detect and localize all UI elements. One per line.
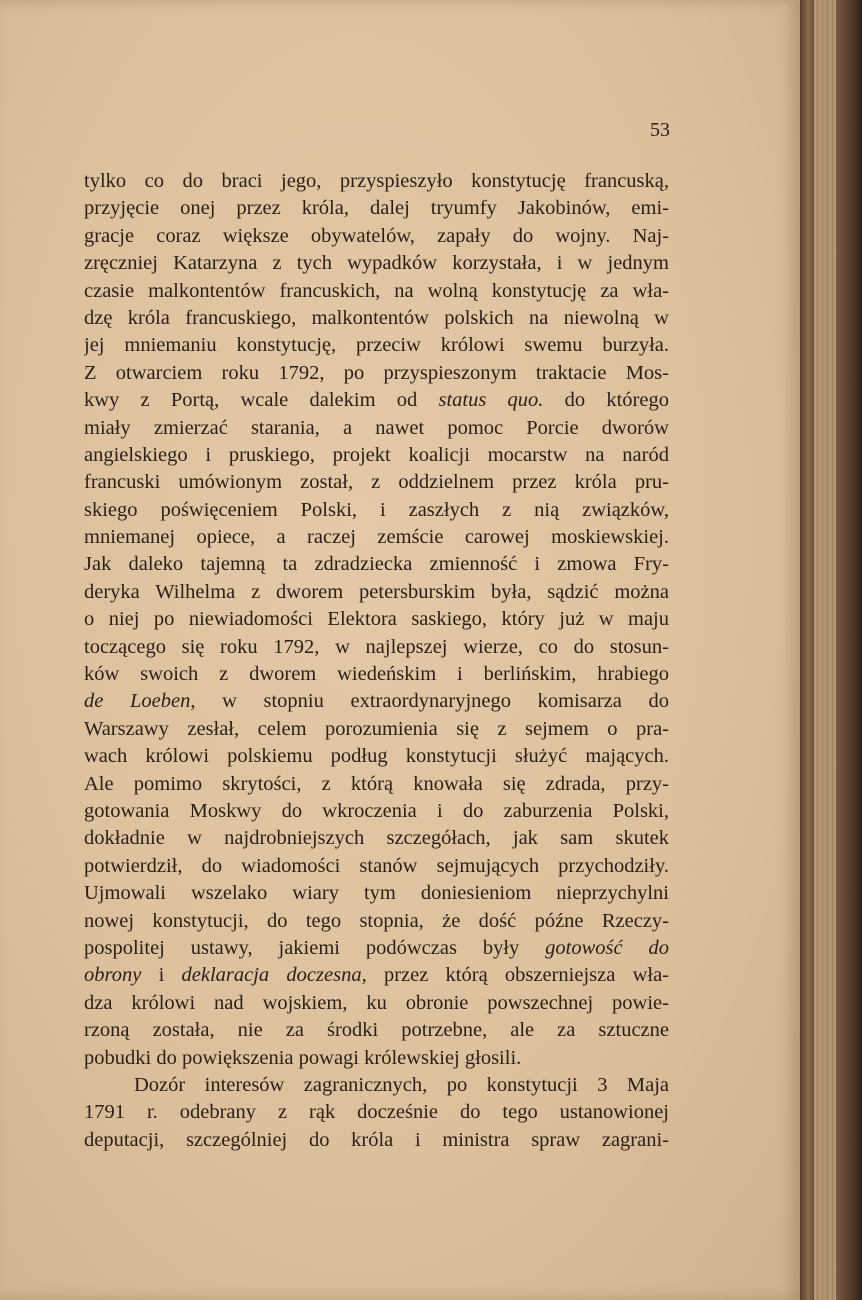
- text-line: angielskiego i pruskiego, projekt koalicji mocarstw na naród: [84, 443, 669, 466]
- text-line: Warszawy zesłał, celem porozumienia się z sejmem o pra-: [84, 717, 669, 740]
- text-line: potwierdził, do wiadomości stanów sejmujących przychodziły.: [84, 854, 669, 877]
- book-cover-edge: [836, 0, 862, 1300]
- italic-term: de Loeben,: [84, 690, 196, 713]
- text-line: pobudki do powiększenia powagi królewskiej głosili.: [84, 1046, 522, 1069]
- text-run: przez którą obszerniejsza wła-: [366, 964, 669, 987]
- text-line: [84, 387, 669, 414]
- text-line: deryka Wilhelma z dworem petersburskim była, sądzić można: [84, 580, 669, 603]
- text-line: Dozór interesów zagranicznych, po konstytucji 3 Maja: [134, 1073, 669, 1096]
- text-line: ków swoich z dworem wiedeńskim i berlińskim, hrabiego: [84, 663, 669, 686]
- text-run: w stopniu extraordynaryjnego komisarza do: [195, 690, 669, 713]
- text-line: dzę króla francuskiego, malkontentów polskich na niewolną w: [84, 306, 669, 329]
- text-line: Ale pomimo skrytości, z którą knowała się zdrada, przy-: [84, 772, 669, 795]
- text-line: zręczniej Katarzyna z tych wypadków korzystała, i w jednym: [84, 252, 669, 275]
- text-line: francuski umówionym został, z oddzielnem przez króla pru-: [84, 471, 669, 494]
- italic-term: status quo.: [438, 389, 544, 412]
- text-line: Z otwarciem roku 1792, po przyspieszonym traktacie Mos-: [84, 361, 669, 384]
- text-line: [84, 935, 669, 962]
- text-run: pospolitej ustawy, jakiemi podówczas były: [84, 936, 546, 959]
- text-run: kwy z Portą, wcale dalekim od: [84, 389, 439, 412]
- text-line: wach królowi polskiemu podług konstytucji służyć mających.: [84, 745, 669, 768]
- text-line: Ujmowali wszelako wiary tym doniesieniom nieprzychylni: [84, 882, 669, 905]
- text-line: Jak daleko tajemną ta zdradziecka zmienność i zmowa Fry-: [84, 553, 669, 576]
- text-line: [84, 962, 669, 989]
- book-spine-edge: [800, 0, 814, 1300]
- text-line: deputacji, szczególniej do króla i ministra spraw zagrani-: [84, 1128, 669, 1151]
- text-run: do którego: [543, 389, 669, 412]
- text-line: rzoną została, nie za środki potrzebne, ale za sztuczne: [84, 1019, 669, 1042]
- text-line: czasie malkontentów francuskich, na wolną konstytucję za wła-: [84, 279, 669, 302]
- text-line: tylko co do braci jego, przyspieszyło konstytucję francuską,: [84, 170, 669, 192]
- text-line: dza królowi nad wojskiem, ku obronie powszechnej powie-: [84, 991, 669, 1014]
- text-line: skiego poświęceniem Polski, i zaszłych z nią związków,: [84, 498, 669, 521]
- text-line: jej mniemaniu konstytucję, przeciw królowi swemu burzyła.: [84, 334, 669, 357]
- italic-term: gotowość do: [545, 936, 669, 959]
- text-line: gracje coraz większe obywatelów, zapały do wojny. Naj-: [84, 224, 669, 247]
- text-line: gotowania Moskwy do wkroczenia i do zaburzenia Polski,: [84, 799, 669, 822]
- text-line: 1791 r. odebrany z rąk docześnie do tego ustanowionej: [84, 1101, 669, 1124]
- text-line: miały zmierzać starania, a nawet pomoc Porcie dworów: [84, 416, 669, 439]
- italic-term: deklaracja doczesna,: [181, 964, 367, 987]
- text-line: mniemanej opiece, a raczej zemście carowej moskiewskiej.: [84, 526, 669, 549]
- text-line: o niej po niewiadomości Elektora saskiego, który już w maju: [84, 608, 669, 631]
- text-line: [84, 688, 669, 715]
- text-line: dokładnie w najdrobniejszych szczegółach, jak sam skutek: [84, 827, 669, 850]
- text-line: przyjęcie onej przez króla, dalej tryumfy Jakobinów, emi-: [84, 197, 669, 220]
- italic-term: obrony: [84, 964, 142, 987]
- body-text: [84, 168, 669, 1154]
- text-line: nowej konstytucji, do tego stopnia, że dość późne Rzeczy-: [84, 909, 669, 932]
- page-number: 53: [650, 119, 670, 141]
- page-stack-edge: [814, 0, 836, 1300]
- text-run: i: [141, 964, 182, 987]
- text-line: toczącego się roku 1792, w najlepszej wierze, co do stosun-: [84, 635, 669, 658]
